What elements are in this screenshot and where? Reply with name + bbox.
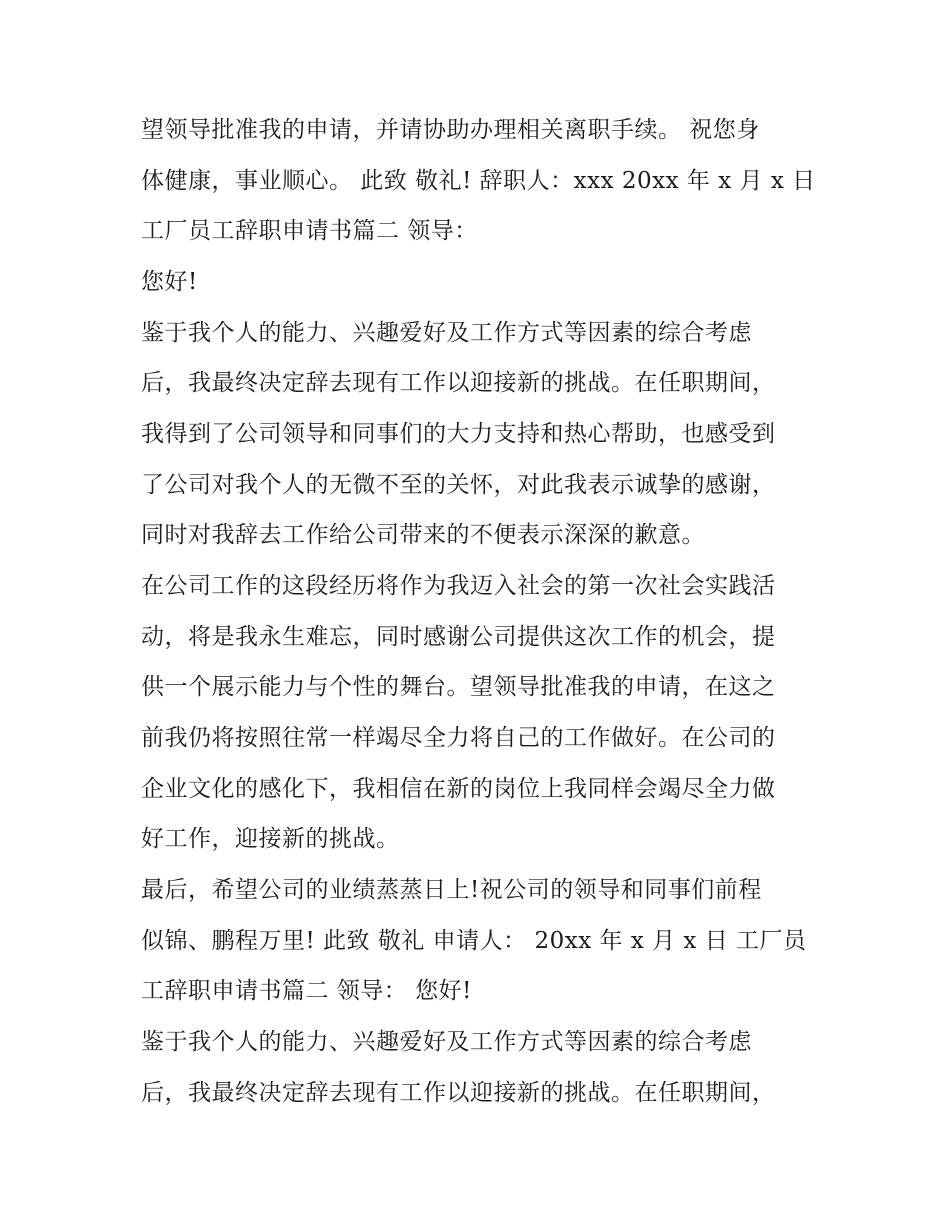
text-line: 鉴于我个人的能力、兴趣爱好及工作方式等因素的综合考虑: [141, 320, 752, 346]
text-line: 企业文化的感化下，我相信在新的岗位上我同样会竭尽全力做: [141, 776, 776, 802]
text-line: 同时对我辞去工作给公司带来的不便表示深深的歉意。: [141, 522, 705, 548]
text-line: 您好!: [141, 269, 198, 295]
text-line: 供一个展示能力与个性的舞台。望领导批准我的申请，在这之: [141, 674, 776, 700]
text-line: 体健康，事业顺心。 此致 敬礼! 辞职人：xxx 20xx 年 x 月 x 日: [141, 168, 816, 194]
text-line: 动，将是我永生难忘，同时感谢公司提供这次工作的机会，提: [141, 624, 776, 650]
text-line: 我得到了公司领导和同事们的大力支持和热心帮助，也感受到: [141, 421, 776, 447]
text-line: 工厂员工辞职申请书篇二 领导：: [141, 218, 478, 244]
text-line: 望领导批准我的申请，并请协助办理相关离职手续。 祝您身: [141, 117, 760, 143]
text-line: 在公司工作的这段经历将作为我迈入社会的第一次社会实践活: [141, 573, 776, 599]
text-line: 最后，希望公司的业绩蒸蒸日上!祝公司的领导和同事们前程: [141, 877, 762, 903]
text-line: 了公司对我个人的无微不至的关怀，对此我表示诚挚的感谢，: [141, 472, 776, 498]
text-line: 好工作，迎接新的挑战。: [141, 826, 400, 852]
text-line: 后，我最终决定辞去现有工作以迎接新的挑战。在任职期间，: [141, 1080, 776, 1106]
text-line: 鉴于我个人的能力、兴趣爱好及工作方式等因素的综合考虑: [141, 1029, 752, 1055]
text-line: 后，我最终决定辞去现有工作以迎接新的挑战。在任职期间，: [141, 370, 776, 396]
text-line: 前我仍将按照往常一样竭尽全力将自己的工作做好。在公司的: [141, 725, 776, 751]
text-line: 工辞职申请书篇二 领导： 您好!: [141, 978, 472, 1004]
text-line: 似锦、鹏程万里! 此致 敬礼 申请人： 20xx 年 x 月 x 日 工厂员: [141, 928, 807, 954]
